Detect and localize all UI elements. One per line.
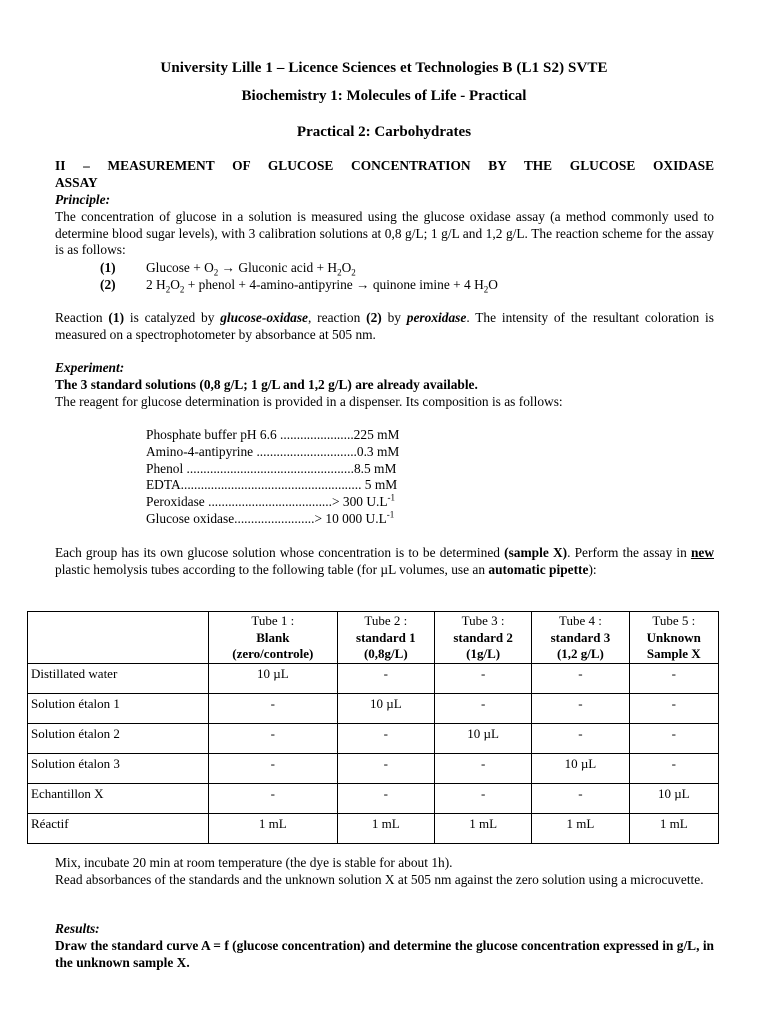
table-cell: -	[434, 754, 531, 784]
table-cell: -	[434, 694, 531, 724]
reaction-2-rhs-o: O	[488, 277, 498, 292]
header-line: Tube 3 :	[461, 613, 505, 628]
text-run: ):	[588, 561, 597, 577]
reaction-2-lhs-o: O	[170, 277, 180, 292]
table-cell: -	[629, 664, 718, 694]
table-cell: -	[532, 784, 629, 814]
table-header-cell	[434, 612, 531, 664]
composition-name: Peroxidase	[146, 494, 205, 509]
table-cell: 10 µL	[434, 724, 531, 754]
superscript: -1	[387, 492, 396, 503]
row-label: Solution étalon 3	[28, 754, 209, 784]
table-cell: -	[434, 664, 531, 694]
table-cell: -	[434, 784, 531, 814]
text-run: is catalyzed by	[124, 310, 221, 325]
table-header-cell	[337, 612, 434, 664]
principle-label: Principle:	[55, 192, 111, 207]
section-heading-line1: II – MEASUREMENT OF GLUCOSE CONCENTRATION BY THE GLUCOSE OXIDASE	[55, 158, 714, 173]
composition-name: Glucose oxidase	[146, 511, 235, 526]
table-cell: -	[337, 784, 434, 814]
reaction-2-lhs: 2 H	[146, 277, 166, 292]
text-run: (2)	[366, 310, 382, 325]
enzyme-name: peroxidase	[406, 310, 467, 325]
reaction-2-number: (2)	[100, 277, 116, 292]
header-line: Tube 4 :	[558, 613, 602, 628]
table-header-cell	[532, 612, 629, 664]
text-run: plastic hemolysis tubes according to the following table (for µL volumes, use an	[55, 561, 489, 577]
reaction-2-rhs: quinone imine + 4 H	[372, 277, 484, 292]
text-run: Reaction	[55, 310, 109, 325]
enzyme-name: glucose-oxidase	[220, 310, 308, 325]
table-row	[28, 694, 719, 724]
table-cell: -	[532, 694, 629, 724]
header-line: (1,2 g/L)	[556, 646, 604, 662]
composition-value: > 10 000 U.L	[314, 511, 387, 526]
text-run: new	[690, 545, 714, 560]
table-cell: 1 mL	[532, 814, 629, 844]
table-row	[28, 754, 719, 784]
subscript: 2	[179, 284, 185, 295]
table-cell: -	[337, 664, 434, 694]
composition-name: Phenol	[146, 461, 184, 476]
row-label: Solution étalon 1	[28, 694, 209, 724]
leader-dots: ......................................................	[180, 477, 362, 492]
table-cell: -	[337, 724, 434, 754]
composition-value: 0.3 mM	[356, 444, 400, 459]
text-run: . The intensity of the resultant coloration is measured on a spectrophotometer by absorbance at 505 nm.	[55, 310, 714, 342]
composition-item	[146, 444, 399, 461]
row-label: Réactif	[28, 814, 209, 844]
header-line: Sample X	[646, 646, 701, 662]
composition-item	[146, 461, 396, 478]
results-text: Draw the standard curve A = f (glucose concentration) and determine the glucose concentration expressed in g/L, in the unknown sample X.	[55, 938, 714, 970]
table-cell: -	[337, 754, 434, 784]
text-run: (sample X)	[504, 545, 568, 560]
subscript: 2	[213, 267, 219, 278]
table-row	[28, 724, 719, 754]
header-line: standard 2	[453, 629, 513, 645]
leader-dots: ..................................................	[183, 461, 354, 476]
table-row	[28, 664, 719, 694]
assay-table	[27, 611, 719, 844]
reaction-1-rhs-o: O	[341, 260, 352, 275]
practical-title: Practical 2: Carbohydrates	[296, 124, 472, 140]
header-line: Blank	[256, 629, 290, 645]
text-run: by	[381, 310, 407, 325]
standards-line: The 3 standard solutions (0,8 g/L; 1 g/L and 1,2 g/L) are already available.	[55, 377, 478, 392]
table-cell: 1 mL	[337, 814, 434, 844]
table-cell: -	[629, 724, 718, 754]
table-cell: 1 mL	[209, 814, 338, 844]
header-line: Tube 1 :	[251, 613, 295, 628]
composition-item	[146, 477, 397, 494]
table-cell: -	[532, 724, 629, 754]
row-label: Echantillon X	[28, 784, 209, 814]
leader-dots: ..............................	[253, 444, 357, 459]
row-label: Solution étalon 2	[28, 724, 209, 754]
composition-name: EDTA	[146, 477, 181, 492]
table-cell: -	[209, 694, 338, 724]
table-cell: 10 µL	[337, 694, 434, 724]
table-cell: -	[532, 664, 629, 694]
section-heading-line2: ASSAY	[55, 175, 98, 190]
superscript: -1	[386, 509, 395, 520]
leader-dots: ......................	[276, 427, 354, 442]
table-cell: -	[629, 754, 718, 784]
table-row	[28, 814, 719, 844]
header-line: (1g/L)	[466, 646, 501, 662]
table-header-cell	[209, 612, 338, 664]
table-cell: 10 µL	[209, 664, 338, 694]
composition-value: 225 mM	[353, 427, 400, 442]
header-line: (zero/controle)	[232, 646, 314, 662]
table-row	[28, 784, 719, 814]
results-label: Results:	[55, 921, 100, 936]
table-corner-cell	[28, 612, 209, 664]
table-cell: 10 µL	[532, 754, 629, 784]
text-run: automatic pipette	[488, 561, 589, 577]
text-run: (1)	[108, 310, 125, 325]
text-run: Each group has its own glucose solution whose concentration is to be determined	[55, 545, 505, 560]
composition-item	[146, 427, 399, 444]
table-cell: -	[209, 784, 338, 814]
table-header-row	[28, 612, 719, 664]
table-cell: 1 mL	[629, 814, 718, 844]
composition-value: > 300 U.L	[331, 494, 388, 509]
subscript: 2	[165, 284, 171, 295]
reaction-2	[100, 277, 498, 294]
composition-name: Phosphate buffer pH 6.6	[146, 427, 277, 442]
header-line: standard 1	[356, 629, 416, 645]
text-run: , reaction	[308, 310, 367, 325]
header-line: Unknown	[646, 629, 701, 645]
arrow-icon: →	[221, 260, 236, 275]
header-line: Tube 5 :	[652, 613, 696, 628]
composition-name: Amino-4-antipyrine	[146, 444, 254, 459]
reagent-line: The reagent for glucose determination is provided in a dispenser. Its composition is as follows:	[55, 394, 563, 409]
experiment-label: Experiment:	[55, 360, 125, 375]
principle-text: The concentration of glucose in a solution is measured using the glucose oxidase assay (a method commonly used to determine blood sugar levels), with 3 calibration solutions at 0,8 g/L; 1 g/L and 1,2 g/L. The reaction scheme for the assay is as follows:	[55, 209, 714, 258]
table-cell: 1 mL	[434, 814, 531, 844]
header-line: standard 3	[550, 629, 611, 645]
composition-value: 8.5 mM	[353, 461, 397, 476]
reaction-1-lhs: Glucose + O	[146, 260, 214, 275]
subscript: 2	[483, 284, 489, 295]
read-line: Read absorbances of the standards and the unknown solution X at 505 nm against the zero solution using a microcuvette.	[55, 872, 704, 887]
reaction-1-rhs: Gluconic acid + H	[238, 260, 338, 275]
arrow-icon: →	[356, 277, 370, 292]
composition-item	[146, 511, 394, 528]
composition-value: 5 mM	[361, 477, 398, 492]
catalysis-paragraph	[55, 310, 714, 343]
table-cell: -	[209, 754, 338, 784]
reaction-1	[100, 260, 356, 277]
row-label: Distillated water	[28, 664, 209, 694]
leader-dots: .....................................	[204, 494, 332, 509]
table-cell: -	[629, 694, 718, 724]
table-cell: 10 µL	[629, 784, 718, 814]
subscript: 2	[337, 267, 342, 278]
course-title: Biochemistry 1: Molecules of Life - Practical	[241, 88, 527, 104]
university-header: University Lille 1 – Licence Sciences et Technologies B (L1 S2) SVTE	[160, 60, 608, 76]
text-run: . Perform the assay in	[567, 545, 691, 560]
reaction-1-number: (1)	[100, 260, 116, 275]
group-instructions	[55, 545, 714, 578]
table-header-cell	[629, 612, 718, 664]
composition-item	[146, 494, 395, 511]
header-line: Tube 2 :	[364, 613, 408, 628]
subscript: 2	[351, 267, 356, 278]
mix-line: Mix, incubate 20 min at room temperature (the dye is stable for about 1h).	[55, 855, 453, 870]
header-line: (0,8g/L)	[363, 646, 408, 662]
reaction-2-lhs-rest: + phenol + 4-amino-antipyrine	[184, 277, 353, 292]
table-cell: -	[209, 724, 338, 754]
leader-dots: ........................	[234, 511, 315, 526]
